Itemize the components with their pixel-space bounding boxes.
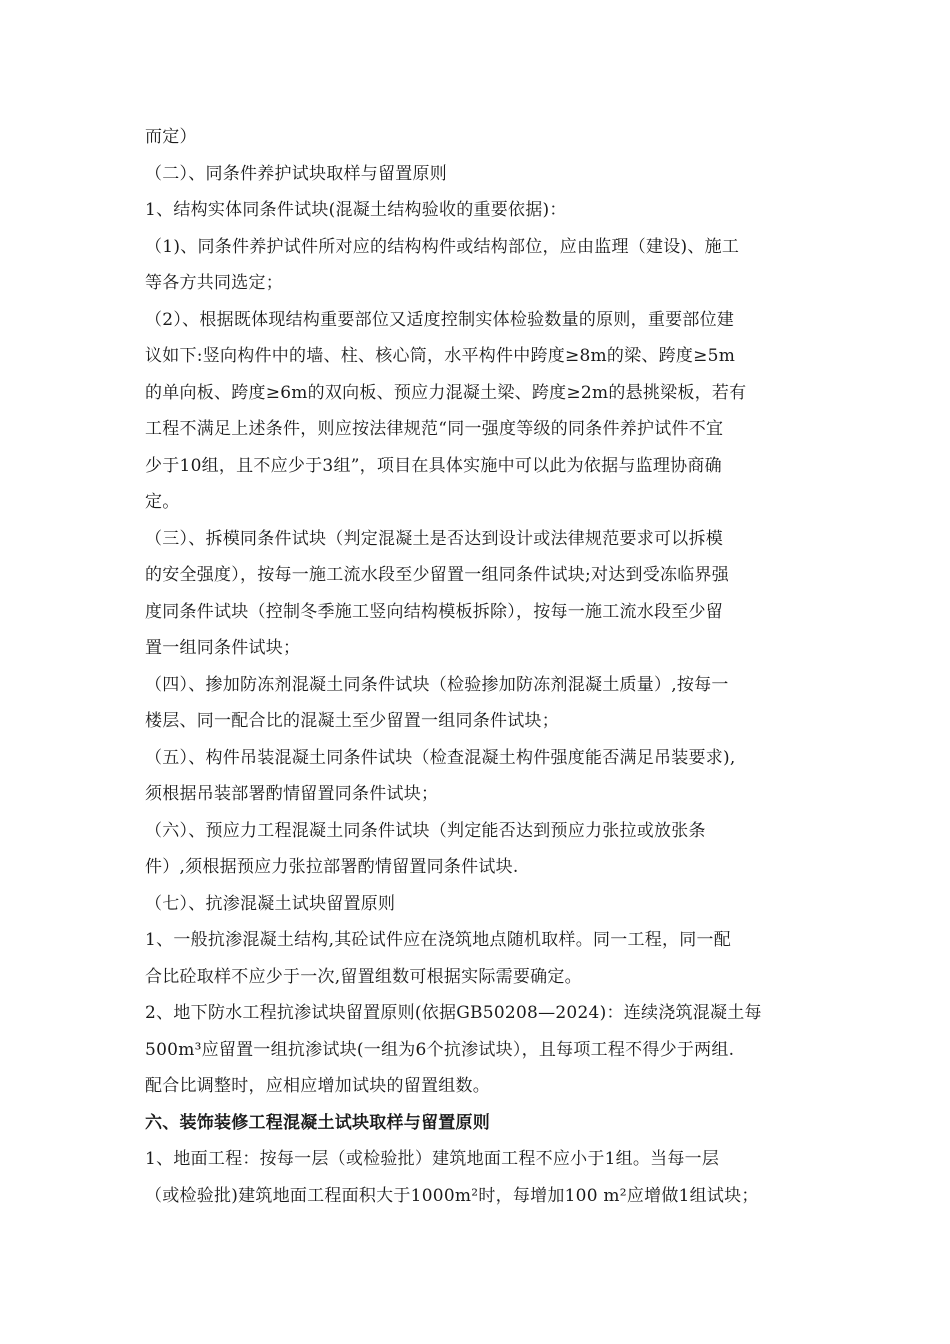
text-line: 2、地下防水工程抗渗试块留置原则(依据GB50208—2024)：连续浇筑混凝土每 [145, 1003, 762, 1023]
text-line: 件）,须根据预应力张拉部署酌情留置同条件试块. [145, 857, 519, 877]
text-line: 1、结构实体同条件试块(混凝土结构验收的重要依据)： [145, 200, 567, 220]
text-line: 楼层、同一配合比的混凝土至少留置一组同条件试块； [145, 711, 559, 731]
text-line: 置一组同条件试块； [145, 638, 301, 658]
text-line: （2）、根据既体现结构重要部位又适度控制实体检验数量的原则，重要部位建 [145, 309, 735, 330]
text-line: 1、一般抗渗混凝土结构,其砼试件应在浇筑地点随机取样。同一工程，同一配 [145, 930, 731, 950]
section-heading: （七）、抗渗混凝土试块留置原则 [145, 893, 396, 914]
text-line: 少于10组，且不应少于3组”，项目在具体实施中可以此为依据与监理协商确 [145, 455, 722, 476]
text-line: 1、地面工程：按每一层（或检验批）建筑地面工程不应小于1组。当每一层 [145, 1149, 720, 1169]
text-line: （1)、同条件养护试件所对应的结构构件或结构部位，应由监理（建设)、施工 [145, 236, 740, 257]
text-line: 而定） [145, 127, 197, 147]
document-body [145, 119, 825, 1214]
text-line: 等各方共同选定； [145, 273, 283, 293]
section-heading: （二）、同条件养护试块取样与留置原则 [145, 163, 447, 184]
text-line: 须根据吊装部署酌情留置同条件试块； [145, 784, 439, 804]
text-line: 度同条件试块（控制冬季施工竖向结构模板拆除），按每一施工流水段至少留 [145, 601, 723, 622]
text-line: （六）、预应力工程混凝土同条件试块（判定能否达到预应力张拉或放张条 [145, 820, 706, 841]
text-line: （三）、拆模同条件试块（判定混凝土是否达到设计或法律规范要求可以拆模 [145, 528, 723, 549]
text-line: 的安全强度），按每一施工流水段至少留置一组同条件试块;对达到受冻临界强 [145, 565, 729, 585]
text-line: 议如下:竖向构件中的墙、柱、核心筒，水平构件中跨度≥8m的梁、跨度≥5m [145, 346, 736, 366]
text-line: 合比砼取样不应少于一次,留置组数可根据实际需要确定。 [145, 966, 582, 987]
text-line: 500m³应留置一组抗渗试块(一组为6个抗渗试块），且每项工程不得少于两组. [145, 1039, 735, 1060]
text-line: （五）、构件吊装混凝土同条件试块（检查混凝土构件强度能否满足吊装要求), [145, 747, 736, 768]
text-line: 工程不满足上述条件，则应按法律规范“同一强度等级的同条件养护试件不宜 [145, 419, 724, 439]
text-line: 配合比调整时，应相应增加试块的留置组数。 [145, 1076, 490, 1096]
text-line: 的单向板、跨度≥6m的双向板、预应力混凝土梁、跨度≥2m的悬挑梁板，若有 [145, 382, 747, 403]
text-line: （四）、掺加防冻剂混凝土同条件试块（检验掺加防冻剂混凝土质量）,按每一 [145, 674, 729, 695]
text-line: 定。 [145, 492, 180, 512]
text-line: （或检验批)建筑地面工程面积大于1000m²时，每增加100 m²应增做1组试块； [145, 1185, 759, 1206]
chapter-heading: 六、装饰装修工程混凝土试块取样与留置原则 [145, 1112, 490, 1133]
